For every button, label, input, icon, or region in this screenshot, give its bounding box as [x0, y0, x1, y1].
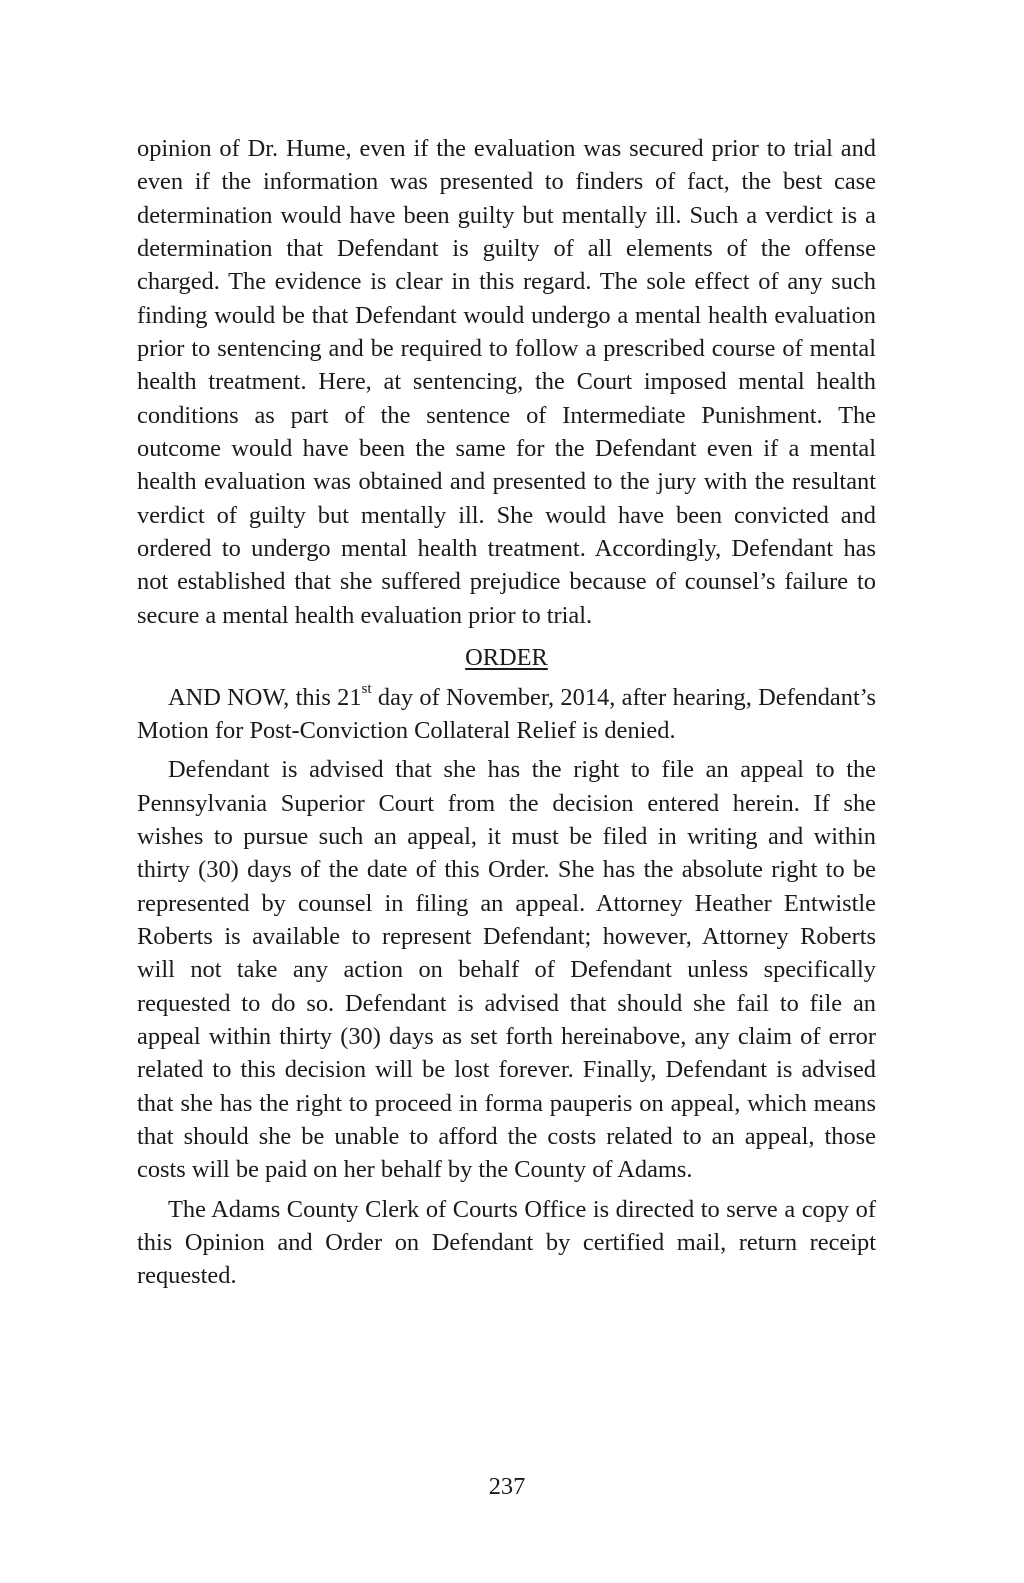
service-directive-paragraph: The Adams County Clerk of Courts Office is directed to serve a copy of this Opinion and Order on Defendant by certified mail, return receipt requested.: [137, 1195, 876, 1290]
page-number: 237: [488, 1473, 526, 1500]
continued-opinion-paragraph: opinion of Dr. Hume, even if the evaluation was secured prior to trial and even if the information was presented to finders of fact, the best case determination would have been guilty but mentally ill. Such a verdict is a determination that Defendant is guilty of all elements of the offense charged. The evidence is clear in this regard. The sole effect of any such finding would be that Defendant would undergo a mental health evaluation prior to sentencing and be required to follow a prescribed course of mental health treatment. Here, at sentencing, the Court imposed mental health conditions as part of the sentence of Intermediate Punishment. The outcome would have been the same for the Defendant even if a mental health evaluation was obtained and presented to the jury with the resultant verdict of guilty but mentally ill. She would have been convicted and ordered to undergo mental health treatment. Accordingly, Defendant has not established that she suffered prejudice because of counsel’s failure to secure a mental health evaluation prior to trial.: [137, 135, 876, 629]
day-ordinal-suffix: st: [361, 681, 372, 698]
order-intro-paragraph: [137, 681, 876, 748]
document-body: [137, 132, 876, 1293]
order-intro-start: AND NOW, this 21: [168, 683, 362, 711]
order-intro-rest: day of November, 2014, after hearing, Defendant’s Motion for Post-Conviction Collateral Relief is denied.: [137, 683, 876, 744]
order-heading: ORDER: [465, 644, 548, 672]
appeal-rights-paragraph: Defendant is advised that she has the right to file an appeal to the Pennsylvania Superior Court from the decision entered herein. If she wishes to pursue such an appeal, it must be filed in writing and within thirty (30) days of the date of this Order. She has the absolute right to be represented by counsel in filing an appeal. Attorney Heather Entwistle Roberts is available to represent Defendant; however, Attorney Roberts will not take any action on behalf of Defendant unless specifically requested to do so. Defendant is advised that should she fail to file an appeal within thirty (30) days as set forth hereinabove, any claim of error related to this decision will be lost forever. Finally, Defendant is advised that she has the right to proceed in forma pauperis on appeal, which means that should she be unable to afford the costs related to an appeal, those costs will be paid on her behalf by the County of Adams.: [137, 756, 876, 1184]
